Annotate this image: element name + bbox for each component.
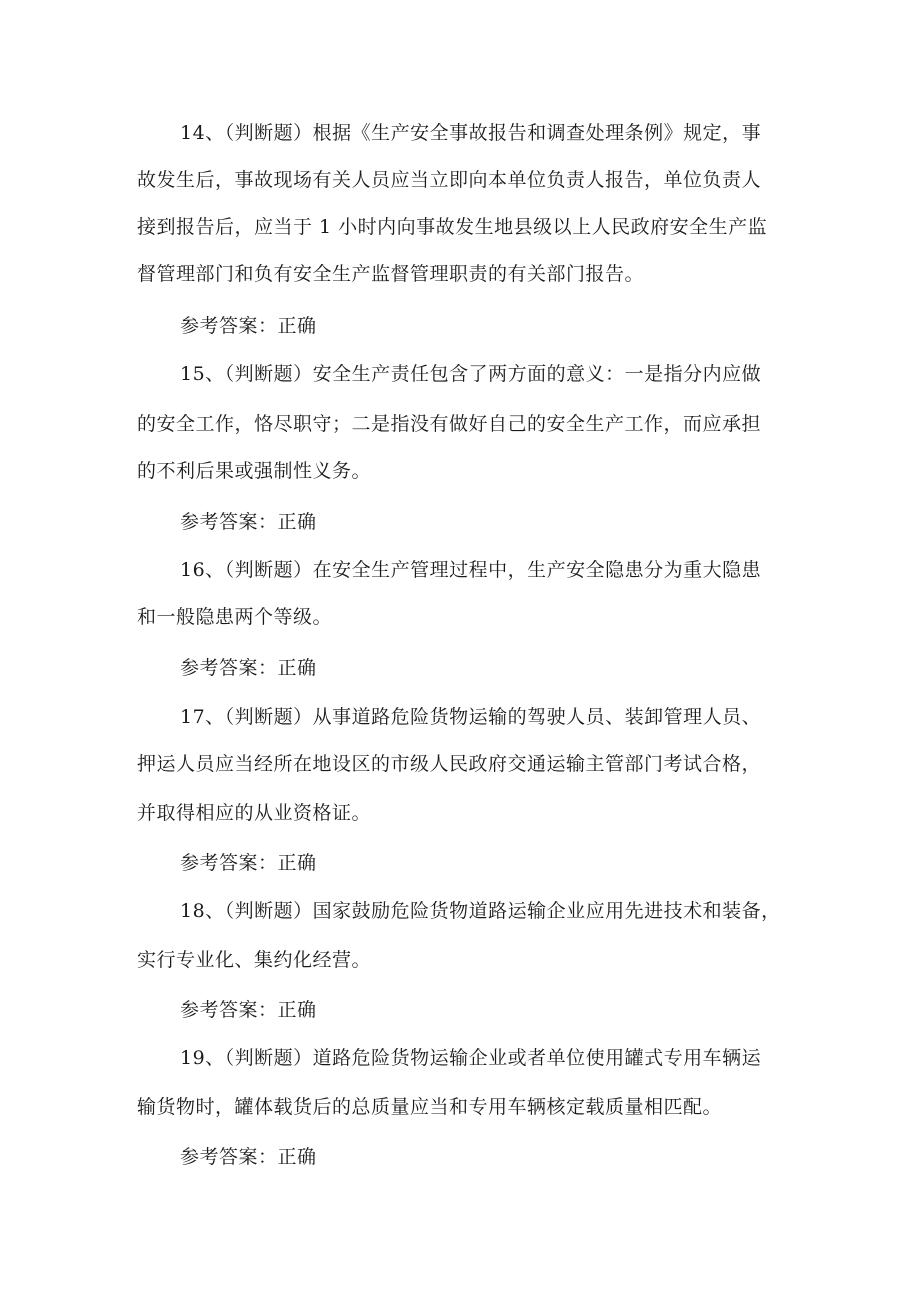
- answer-text: 参考答案：正确: [180, 657, 317, 679]
- answer-text: 参考答案：正确: [180, 1146, 317, 1168]
- question-text-line: 督管理部门和负有安全生产监督管理职责的有关部门报告。: [137, 263, 645, 285]
- question-text-line: 15、（判断题）安全生产责任包含了两方面的意义：一是指分内应做: [180, 363, 762, 385]
- question-text-line: 和一般隐患两个等级。: [137, 606, 333, 628]
- question-text-line: 17、（判断题）从事道路危险货物运输的驾驶人员、装卸管理人员、: [180, 706, 762, 728]
- question-text-line: 故发生后，事故现场有关人员应当立即向本单位负责人报告，单位负责人: [137, 169, 762, 191]
- question-text-line: 14、（判断题）根据《生产安全事故报告和调查处理条例》规定，事: [180, 122, 762, 144]
- question-text-line: 输货物时，罐体载货后的总质量应当和专用车辆核定载质量相匹配。: [137, 1096, 723, 1118]
- question-text-line: 16、（判断题）在安全生产管理过程中，生产安全隐患分为重大隐患: [180, 559, 762, 581]
- question-text-line: 18、（判断题）国家鼓励危险货物道路运输企业应用先进技术和装备，: [180, 900, 781, 922]
- question-text-line: 实行专业化、集约化经营。: [137, 949, 372, 971]
- answer-text: 参考答案：正确: [180, 852, 317, 874]
- question-text-line: 19、（判断题）道路危险货物运输企业或者单位使用罐式专用车辆运: [180, 1047, 762, 1069]
- question-text-line: 押运人员应当经所在地设区的市级人民政府交通运输主管部门考试合格，: [137, 753, 762, 775]
- answer-text: 参考答案：正确: [180, 999, 317, 1021]
- question-text-line: 并取得相应的从业资格证。: [137, 802, 372, 824]
- answer-text: 参考答案：正确: [180, 511, 317, 533]
- answer-text: 参考答案：正确: [180, 315, 317, 337]
- question-text-line: 接到报告后，应当于 1 小时内向事故发生地县级以上人民政府安全生产监: [137, 216, 768, 238]
- question-text-line: 的安全工作，恪尽职守；二是指没有做好自己的安全生产工作，而应承担: [137, 413, 762, 435]
- question-text-line: 的不利后果或强制性义务。: [137, 460, 372, 482]
